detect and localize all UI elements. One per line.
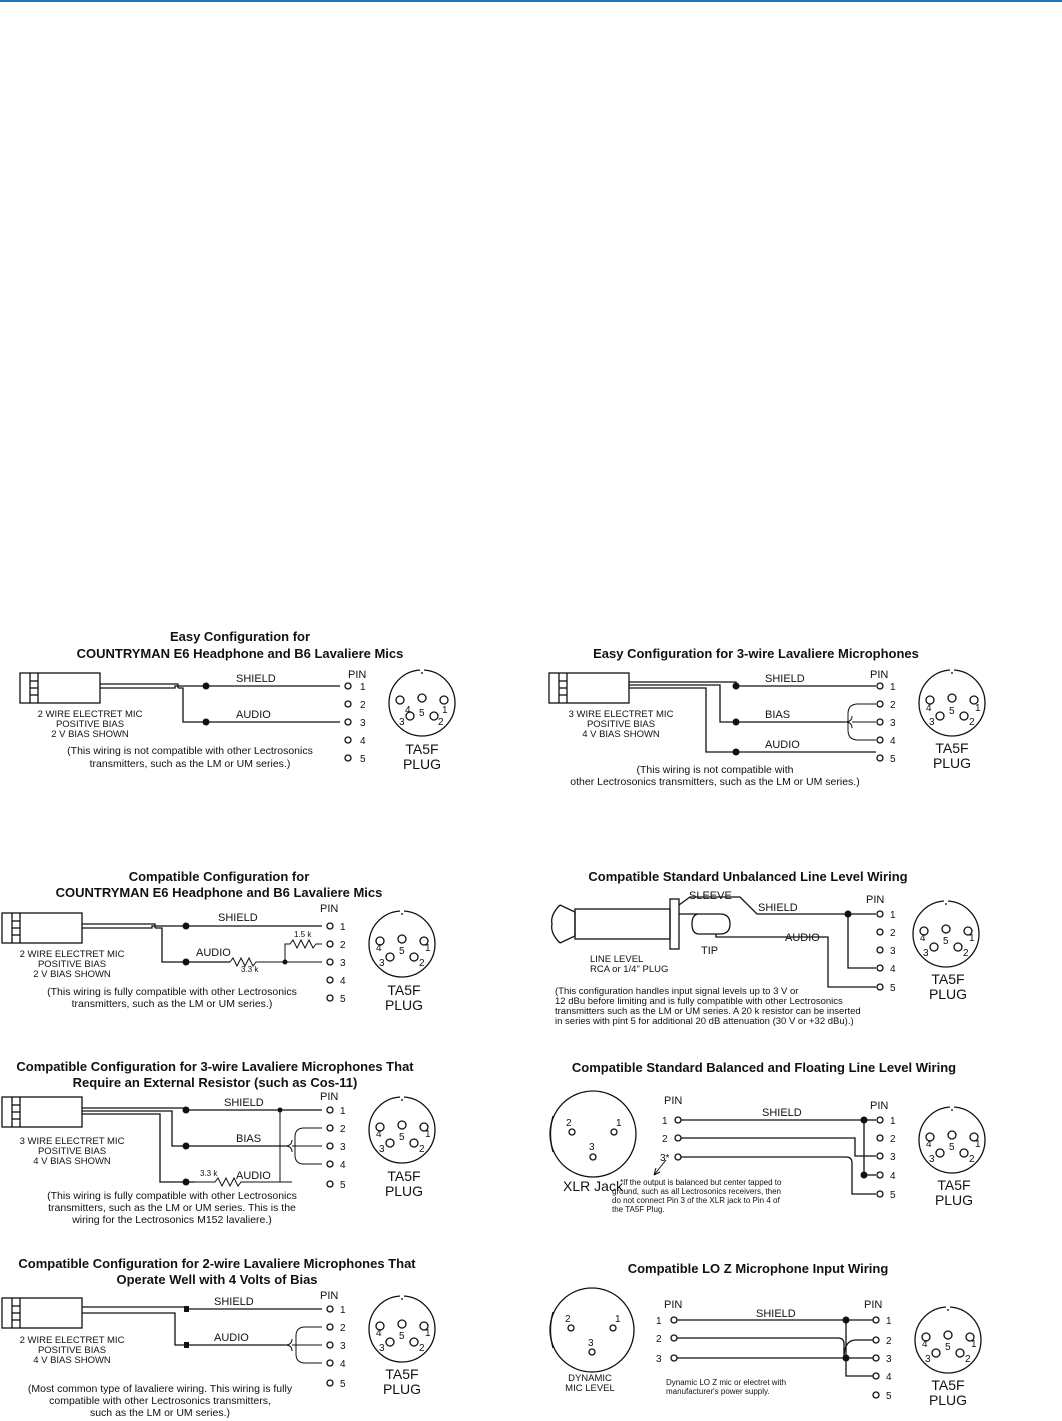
d1-pin-3: 3	[360, 718, 366, 729]
d1-title-1: Easy Configuration for	[169, 629, 311, 644]
d7-pin-2: 2	[340, 1323, 346, 1334]
d3-pin-1: 1	[340, 922, 346, 933]
d3-c3: 3	[379, 958, 385, 969]
d3-title-2: COUNTRYMAN E6 Headphone and B6 Lavaliere Mics	[55, 885, 383, 900]
d5-mic-3: 4 V BIAS SHOWN	[33, 1156, 111, 1167]
d2-c3: 3	[929, 717, 935, 728]
d8-c3: 3	[925, 1354, 931, 1365]
d8-pin-5: 5	[886, 1391, 892, 1402]
d2-mic-2: POSITIVE BIAS	[586, 719, 656, 730]
d3-c1: 1	[425, 943, 431, 954]
d5-resistor: 3.3 k	[200, 1169, 218, 1178]
d7-mic-2: POSITIVE BIAS	[37, 1345, 107, 1356]
d5-shield-label: SHIELD	[224, 1097, 264, 1109]
d8-c1: 1	[971, 1339, 977, 1350]
d2-title: Easy Configuration for 3-wire Lavaliere Microphones	[593, 646, 919, 661]
d4-note-2: 12 dBu before limiting and is fully compatible with other Lectrosonics	[555, 996, 843, 1007]
d2-mic-1: 3 WIRE ELECTRET MIC	[568, 709, 674, 720]
d4-plug-type-2: RCA or 1/4" PLUG	[590, 964, 669, 975]
d3-pin-5: 5	[340, 994, 346, 1005]
d4-note-4: in series with pint 5 for additional 20 dB attenuation (30 V or +32 dBu).)	[555, 1016, 854, 1027]
d2-audio-label: AUDIO	[765, 739, 800, 751]
d5-c5: 5	[399, 1132, 405, 1143]
d7-title-1: Compatible Configuration for 2-wire Lavaliere Microphones That	[18, 1256, 416, 1271]
d2-mic-3: 4 V BIAS SHOWN	[582, 729, 660, 740]
d6-note-4: the TA5F Plug.	[612, 1205, 665, 1214]
d5-audio-label: AUDIO	[236, 1170, 271, 1182]
d6-pin-4: 4	[890, 1171, 896, 1182]
d5-note-3: wiring for the Lectrosonics M152 lavaliere.)	[72, 1214, 272, 1226]
d7-note-3: such as the LM or UM series.)	[89, 1407, 231, 1419]
d1-pin-4: 4	[360, 736, 366, 747]
d6-c1: 1	[975, 1139, 981, 1150]
d3-plug-1: TA5F	[387, 982, 421, 998]
d6-pin-2: 2	[890, 1134, 896, 1145]
d1-pin-2: 2	[360, 700, 366, 711]
d3-resistor-2: 3.3 k	[241, 965, 259, 974]
d5-title-2: Require an External Resistor (such as Cos-11)	[72, 1075, 358, 1090]
d5-note-2: transmitters, such as the LM or UM series. This is the	[48, 1202, 296, 1214]
d8-note-2: manufacturer's power supply.	[666, 1387, 770, 1396]
d4-tip-label: TIP	[701, 945, 719, 957]
d8-pin-header-left: PIN	[664, 1299, 683, 1311]
diagram-compatible-countryman	[2, 869, 435, 1013]
d8-pin-1: 1	[886, 1316, 892, 1327]
d6-xlr-pin-3: 3*	[660, 1153, 670, 1164]
d8-pin-header: PIN	[864, 1299, 883, 1311]
d5-mic-2: POSITIVE BIAS	[37, 1146, 107, 1157]
d2-pin-3: 3	[890, 718, 896, 729]
d1-plug-1: TA5F	[405, 741, 439, 757]
d7-note-1: (Most common type of lavaliere wiring. This wiring is fully	[27, 1383, 293, 1395]
d6-pin-5: 5	[890, 1190, 896, 1201]
d8-c5: 5	[945, 1342, 951, 1353]
d8-xlr-pin-2: 2	[656, 1334, 662, 1345]
d4-pin-2: 2	[890, 928, 896, 939]
d8-xlr-label-2: 2	[565, 1314, 571, 1325]
d5-mic-1: 3 WIRE ELECTRET MIC	[19, 1136, 125, 1147]
d2-note-2: other Lectrosonics transmitters, such as the LM or UM series.)	[570, 776, 860, 788]
d1-shield-label: SHIELD	[236, 673, 276, 685]
d7-plug-2: PLUG	[382, 1381, 422, 1397]
d4-pin-header: PIN	[866, 894, 885, 906]
d4-title: Compatible Standard Unbalanced Line Level Wiring	[588, 869, 908, 884]
diagram-easy-3wire	[549, 646, 985, 788]
d4-shield-label: SHIELD	[758, 902, 798, 914]
d5-c1: 1	[425, 1129, 431, 1140]
d2-plug-2: PLUG	[932, 755, 972, 771]
d4-pin-3: 3	[890, 946, 896, 957]
d2-plug-1: TA5F	[935, 740, 969, 756]
d7-shield-label: SHIELD	[214, 1296, 254, 1308]
d3-c2: 2	[419, 958, 425, 969]
d2-pin-2: 2	[890, 700, 896, 711]
d1-audio-label: AUDIO	[236, 709, 271, 721]
d8-c2: 2	[965, 1354, 971, 1365]
d3-note-2: transmitters, such as the LM or UM series.)	[71, 998, 273, 1010]
d5-pin-4: 4	[340, 1160, 346, 1171]
d7-plug-1: TA5F	[385, 1366, 419, 1382]
d1-c4: 4	[405, 705, 411, 716]
d4-note-3: transmitters such as the LM or UM series. A 20 k resistor can be inserted	[555, 1006, 861, 1017]
d3-pin-header: PIN	[320, 903, 339, 915]
d4-c5: 5	[943, 936, 949, 947]
d2-c4: 4	[926, 703, 932, 714]
d1-plug-2: PLUG	[402, 756, 442, 772]
d7-note-2: compatible with other Lectrosonics transmitters,	[49, 1395, 271, 1407]
d6-xlr-label-2: 2	[566, 1118, 572, 1129]
d2-bias-label: BIAS	[765, 709, 791, 721]
d8-note-1: Dynamic LO Z mic or electret with	[666, 1378, 787, 1387]
d6-title: Compatible Standard Balanced and Floating Line Level Wiring	[571, 1060, 957, 1075]
d4-pin-5: 5	[890, 983, 896, 994]
d1-title-2: COUNTRYMAN E6 Headphone and B6 Lavaliere Mics	[76, 646, 404, 661]
d2-shield-label: SHIELD	[765, 673, 805, 685]
d1-c5: 5	[419, 708, 425, 719]
d5-pin-1: 1	[340, 1106, 346, 1117]
d4-pin-4: 4	[890, 964, 896, 975]
d4-c2: 2	[963, 948, 969, 959]
d5-plug-1: TA5F	[387, 1168, 421, 1184]
d3-mic-1: 2 WIRE ELECTRET MIC	[19, 949, 125, 960]
d3-mic-3: 2 V BIAS SHOWN	[33, 969, 111, 980]
d5-title-1: Compatible Configuration for 3-wire Lavaliere Microphones That	[16, 1059, 414, 1074]
d8-pin-3: 3	[886, 1354, 892, 1365]
d3-pin-3: 3	[340, 958, 346, 969]
d1-note-2: transmitters, such as the LM or UM series.)	[89, 758, 291, 770]
d3-shield-label: SHIELD	[218, 912, 258, 924]
diagram-balanced-line	[550, 1060, 985, 1214]
d4-sleeve-label: SLEEVE	[689, 890, 732, 902]
d1-pin-1: 1	[360, 682, 366, 693]
d5-pin-5: 5	[340, 1180, 346, 1191]
d7-title-2: Operate Well with 4 Volts of Bias	[116, 1272, 318, 1287]
d7-c5: 5	[399, 1331, 405, 1342]
d6-xlr-pin-2: 2	[662, 1134, 668, 1145]
d3-note-1: (This wiring is fully compatible with other Lectrosonics	[47, 986, 297, 998]
d4-plug-2: PLUG	[928, 986, 968, 1002]
d6-shield-label: SHIELD	[762, 1107, 802, 1119]
d7-pin-5: 5	[340, 1379, 346, 1390]
d4-c3: 3	[923, 948, 929, 959]
d2-c5: 5	[949, 706, 955, 717]
d3-mic-2: POSITIVE BIAS	[37, 959, 107, 970]
d8-xlr-label-3: 3	[588, 1338, 594, 1349]
d2-c2: 2	[969, 717, 975, 728]
d1-note-1: (This wiring is not compatible with other Lectrosonics	[67, 745, 313, 757]
d5-pin-header: PIN	[320, 1091, 339, 1103]
d7-audio-label: AUDIO	[214, 1332, 249, 1344]
d4-note-1: (This configuration handles input signal levels up to 3 V or	[555, 986, 799, 997]
d8-c4: 4	[922, 1339, 928, 1350]
d7-c2: 2	[419, 1343, 425, 1354]
d6-c5: 5	[949, 1142, 955, 1153]
d2-c1: 1	[975, 703, 981, 714]
d1-pin-header: PIN	[348, 669, 367, 681]
d7-c4: 4	[376, 1328, 382, 1339]
d3-audio-label: AUDIO	[196, 947, 231, 959]
d4-c4: 4	[920, 933, 926, 944]
d1-pin-5: 5	[360, 754, 366, 765]
diagram-easy-countryman	[20, 629, 455, 772]
d1-mic-3: 2 V BIAS SHOWN	[51, 729, 129, 740]
d6-c2: 2	[969, 1154, 975, 1165]
d6-pin-header-left: PIN	[664, 1095, 683, 1107]
d7-pin-4: 4	[340, 1359, 346, 1370]
diagram-unbalanced-line	[552, 869, 979, 1027]
d6-pin-1: 1	[890, 1116, 896, 1127]
diagram-2wire-4v-bias	[2, 1256, 435, 1419]
d8-plug-1: TA5F	[931, 1377, 965, 1393]
d7-mic-1: 2 WIRE ELECTRET MIC	[19, 1335, 125, 1346]
d3-c4: 4	[376, 943, 382, 954]
d8-plug-2: PLUG	[928, 1392, 968, 1408]
d3-resistor-1: 1.5 k	[294, 930, 312, 939]
d6-note-1: *If the output is balanced but center tapped to	[620, 1178, 782, 1187]
d5-plug-2: PLUG	[384, 1183, 424, 1199]
d3-pin-2: 2	[340, 940, 346, 951]
d5-c2: 2	[419, 1144, 425, 1155]
d3-c5: 5	[399, 946, 405, 957]
d4-c1: 1	[969, 933, 975, 944]
d3-pin-4: 4	[340, 976, 346, 987]
d5-note-1: (This wiring is fully compatible with other Lectrosonics	[47, 1190, 297, 1202]
d1-c3: 3	[399, 717, 405, 728]
d3-title-1: Compatible Configuration for	[128, 869, 310, 884]
d1-c1: 1	[442, 705, 448, 716]
d6-c4: 4	[926, 1139, 932, 1150]
d8-mic-1: DYNAMIC	[568, 1373, 612, 1384]
d6-plug-1: TA5F	[937, 1177, 971, 1193]
diagram-3wire-external-resistor	[2, 1059, 435, 1226]
d1-mic-1: 2 WIRE ELECTRET MIC	[37, 709, 143, 720]
d6-xlr-pin-1: 1	[662, 1116, 668, 1127]
d8-pin-2: 2	[886, 1336, 892, 1347]
d7-pin-header: PIN	[320, 1290, 339, 1302]
d4-pin-1: 1	[890, 910, 896, 921]
diagram-lo-z-mic	[550, 1261, 981, 1408]
d6-note-3: do not connect Pin 3 of the XLR jack to Pin 4 of	[612, 1196, 780, 1205]
d6-c3: 3	[929, 1154, 935, 1165]
d6-note-2: ground, such as all Lectrosonics receivers, then	[612, 1187, 781, 1196]
d7-mic-3: 4 V BIAS SHOWN	[33, 1355, 111, 1366]
d1-c2: 2	[438, 717, 444, 728]
d2-note-1: (This wiring is not compatible with	[636, 764, 794, 776]
d8-pin-4: 4	[886, 1372, 892, 1383]
d4-plug-type-1: LINE LEVEL	[590, 954, 644, 965]
d8-xlr-pin-3: 3	[656, 1354, 662, 1365]
d6-pin-header: PIN	[870, 1100, 889, 1112]
d1-mic-2: POSITIVE BIAS	[55, 719, 125, 730]
d2-pin-header: PIN	[870, 669, 889, 681]
d8-xlr-pin-1: 1	[656, 1316, 662, 1327]
d5-pin-3: 3	[340, 1142, 346, 1153]
d6-xlr-label-1: 1	[616, 1118, 622, 1129]
d7-pin-1: 1	[340, 1305, 346, 1316]
d4-audio-label: AUDIO	[785, 932, 820, 944]
d8-shield-label: SHIELD	[756, 1308, 796, 1320]
d2-pin-4: 4	[890, 736, 896, 747]
d8-mic-2: MIC LEVEL	[565, 1383, 615, 1394]
d8-xlr-label-1: 1	[615, 1314, 621, 1325]
d5-c4: 4	[376, 1129, 382, 1140]
d5-pin-2: 2	[340, 1124, 346, 1135]
d7-pin-3: 3	[340, 1341, 346, 1352]
d5-bias-label: BIAS	[236, 1133, 262, 1145]
d3-plug-2: PLUG	[384, 997, 424, 1013]
d5-c3: 3	[379, 1144, 385, 1155]
d2-pin-1: 1	[890, 682, 896, 693]
d6-xlr-label-3: 3	[589, 1142, 595, 1153]
d2-pin-5: 5	[890, 754, 896, 765]
d7-c3: 3	[379, 1343, 385, 1354]
d7-c1: 1	[425, 1328, 431, 1339]
d6-pin-3: 3	[890, 1152, 896, 1163]
d8-title: Compatible LO Z Microphone Input Wiring	[627, 1261, 889, 1276]
d4-plug-1: TA5F	[931, 971, 965, 987]
d6-xlr-jack: XLR Jack	[563, 1178, 623, 1194]
d6-plug-2: PLUG	[934, 1192, 974, 1208]
